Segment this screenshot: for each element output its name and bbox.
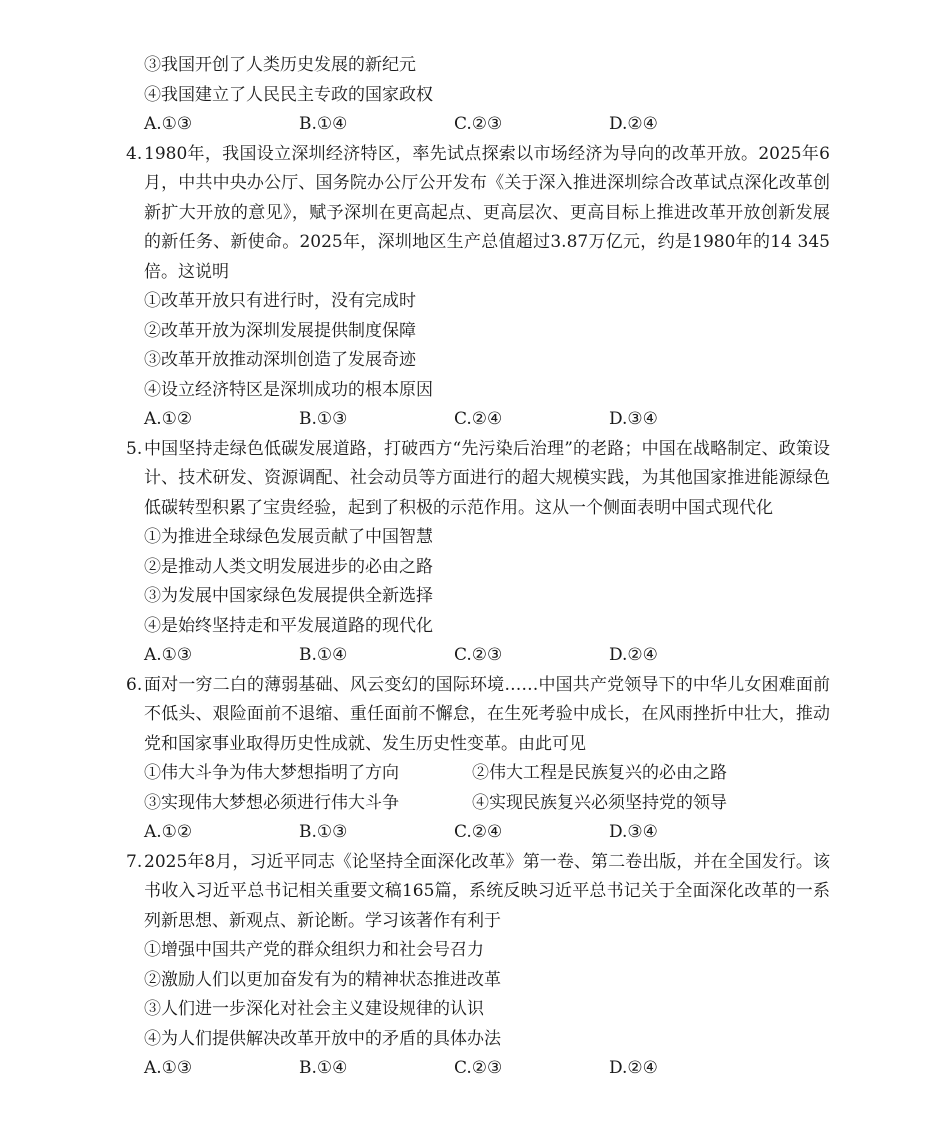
q6-option-2: ②伟大工程是民族复兴的必由之路: [472, 763, 727, 783]
question-3-tail: [144, 51, 830, 140]
q3-answer-d: D.②④: [609, 114, 658, 134]
q6-stem: [126, 671, 830, 760]
q4-option-2: ②改革开放为深圳发展提供制度保障: [144, 320, 416, 341]
q4-answer-c: C.②④: [454, 409, 503, 429]
q5-option-2: ②是推动人类文明发展进步的必由之路: [144, 556, 433, 577]
question-7: [126, 848, 830, 1084]
q6-answer-d: D.③④: [609, 822, 658, 842]
q5-answer-choices: [144, 641, 830, 671]
q7-answer-c: C.②③: [454, 1058, 503, 1078]
q5-option-4: ④是始终坚持走和平发展道路的现代化: [144, 615, 433, 636]
q7-option-2: ②激励人们以更加奋发有为的精神状态推进改革: [144, 969, 501, 990]
q3-answer-a: A.①③: [144, 114, 193, 134]
q6-answer-a: A.①②: [144, 822, 193, 842]
q6-option-4: ④实现民族复兴必须坚持党的领导: [472, 792, 727, 813]
q7-answer-d: D.②④: [609, 1058, 658, 1078]
q7-answer-choices: [144, 1054, 830, 1084]
q5-stem: [126, 435, 830, 524]
q4-option-4: ④设立经济特区是深圳成功的根本原因: [144, 379, 433, 400]
q6-stem-text: 面对一穷二白的薄弱基础、风云变幻的国际环境……中国共产党领导下的中华儿女困难面前不低头、艰险面前不退缩、重任面前不懈怠，在生死考验中成长，在风雨挫折中壮大，推动党和国家事业取得历史性成就、发生历史性变革。由此可见: [144, 674, 830, 754]
q7-stem-text: 2025年8月，习近平同志《论坚持全面深化改革》第一卷、第二卷出版，并在全国发行。该书收入习近平总书记相关重要文稿165篇，系统反映习近平总书记关于全面深化改革的一系列新思想、新观点、新论断。学习该著作有利于: [144, 851, 830, 931]
q4-option-1: ①改革开放只有进行时，没有完成时: [144, 291, 416, 311]
q7-stem: [126, 848, 830, 937]
q5-answer-c: C.②③: [454, 645, 503, 665]
q4-stem-text: 1980年，我国设立深圳经济特区，率先试点探索以市场经济为导向的改革开放。2025年6月，中共中央办公厅、国务院办公厅公开发布《关于深入推进深圳综合改革试点深化改革创新扩大开放的意见》，赋予深圳在更高起点、更高层次、更高目标上推进改革开放创新发展的新任务、新使命。2025年，深圳地区生产总值超过3.87万亿元，约是1980年的14 345倍。这说明: [144, 143, 830, 282]
q5-option-1: ①为推进全球绿色发展贡献了中国智慧: [144, 527, 433, 547]
q5-answer-d: D.②④: [609, 645, 658, 665]
q4-answer-d: D.③④: [609, 409, 658, 429]
q6-answer-b: B.①③: [299, 822, 348, 842]
q4-answer-b: B.①③: [299, 409, 348, 429]
q5-stem-text: 中国坚持走绿色低碳发展道路，打破西方“先污染后治理”的老路；中国在战略制定、政策设计、技术研发、资源调配、社会动员等方面进行的超大规模实践，为其他国家推进能源绿色低碳转型积累了宝贵经验，起到了积极的示范作用。这从一个侧面表明中国式现代化: [144, 438, 830, 518]
q7-answer-a: A.①③: [144, 1058, 193, 1078]
q7-number: 7.: [126, 851, 143, 872]
q3-answer-b: B.①④: [299, 114, 348, 134]
q4-answer-a: A.①②: [144, 409, 193, 429]
q5-number: 5.: [126, 438, 143, 459]
q3-option-4: ④我国建立了人民民主专政的国家政权: [144, 84, 433, 105]
q7-option-4: ④为人们提供解决改革开放中的矛盾的具体办法: [144, 1028, 501, 1049]
q3-answer-c: C.②③: [454, 114, 503, 134]
q4-number: 4.: [126, 143, 143, 164]
q3-answer-choices: [144, 110, 830, 140]
q7-answer-b: B.①④: [299, 1058, 348, 1078]
q5-answer-b: B.①④: [299, 645, 348, 665]
q6-answer-choices: [144, 818, 830, 848]
q7-option-1: ①增强中国共产党的群众组织力和社会号召力: [144, 940, 484, 960]
q6-number: 6.: [126, 674, 143, 695]
question-5: [126, 435, 830, 671]
q7-option-3: ③人们进一步深化对社会主义建设规律的认识: [144, 999, 484, 1019]
q6-option-3: ③实现伟大梦想必须进行伟大斗争: [144, 792, 399, 813]
q5-option-3: ③为发展中国家绿色发展提供全新选择: [144, 586, 433, 606]
question-6: [126, 671, 830, 848]
q4-option-3: ③改革开放推动深圳创造了发展奇迹: [144, 350, 416, 370]
q6-answer-c: C.②④: [454, 822, 503, 842]
q5-answer-a: A.①③: [144, 645, 193, 665]
q4-answer-choices: [144, 405, 830, 435]
q6-option-row-2: [144, 789, 830, 819]
q4-stem: [126, 140, 830, 288]
q6-option-1: ①伟大斗争为伟大梦想指明了方向: [144, 763, 399, 783]
q6-option-row-1: [144, 759, 830, 789]
q3-option-3: ③我国开创了人类历史发展的新纪元: [144, 55, 416, 75]
question-4: [126, 140, 830, 435]
